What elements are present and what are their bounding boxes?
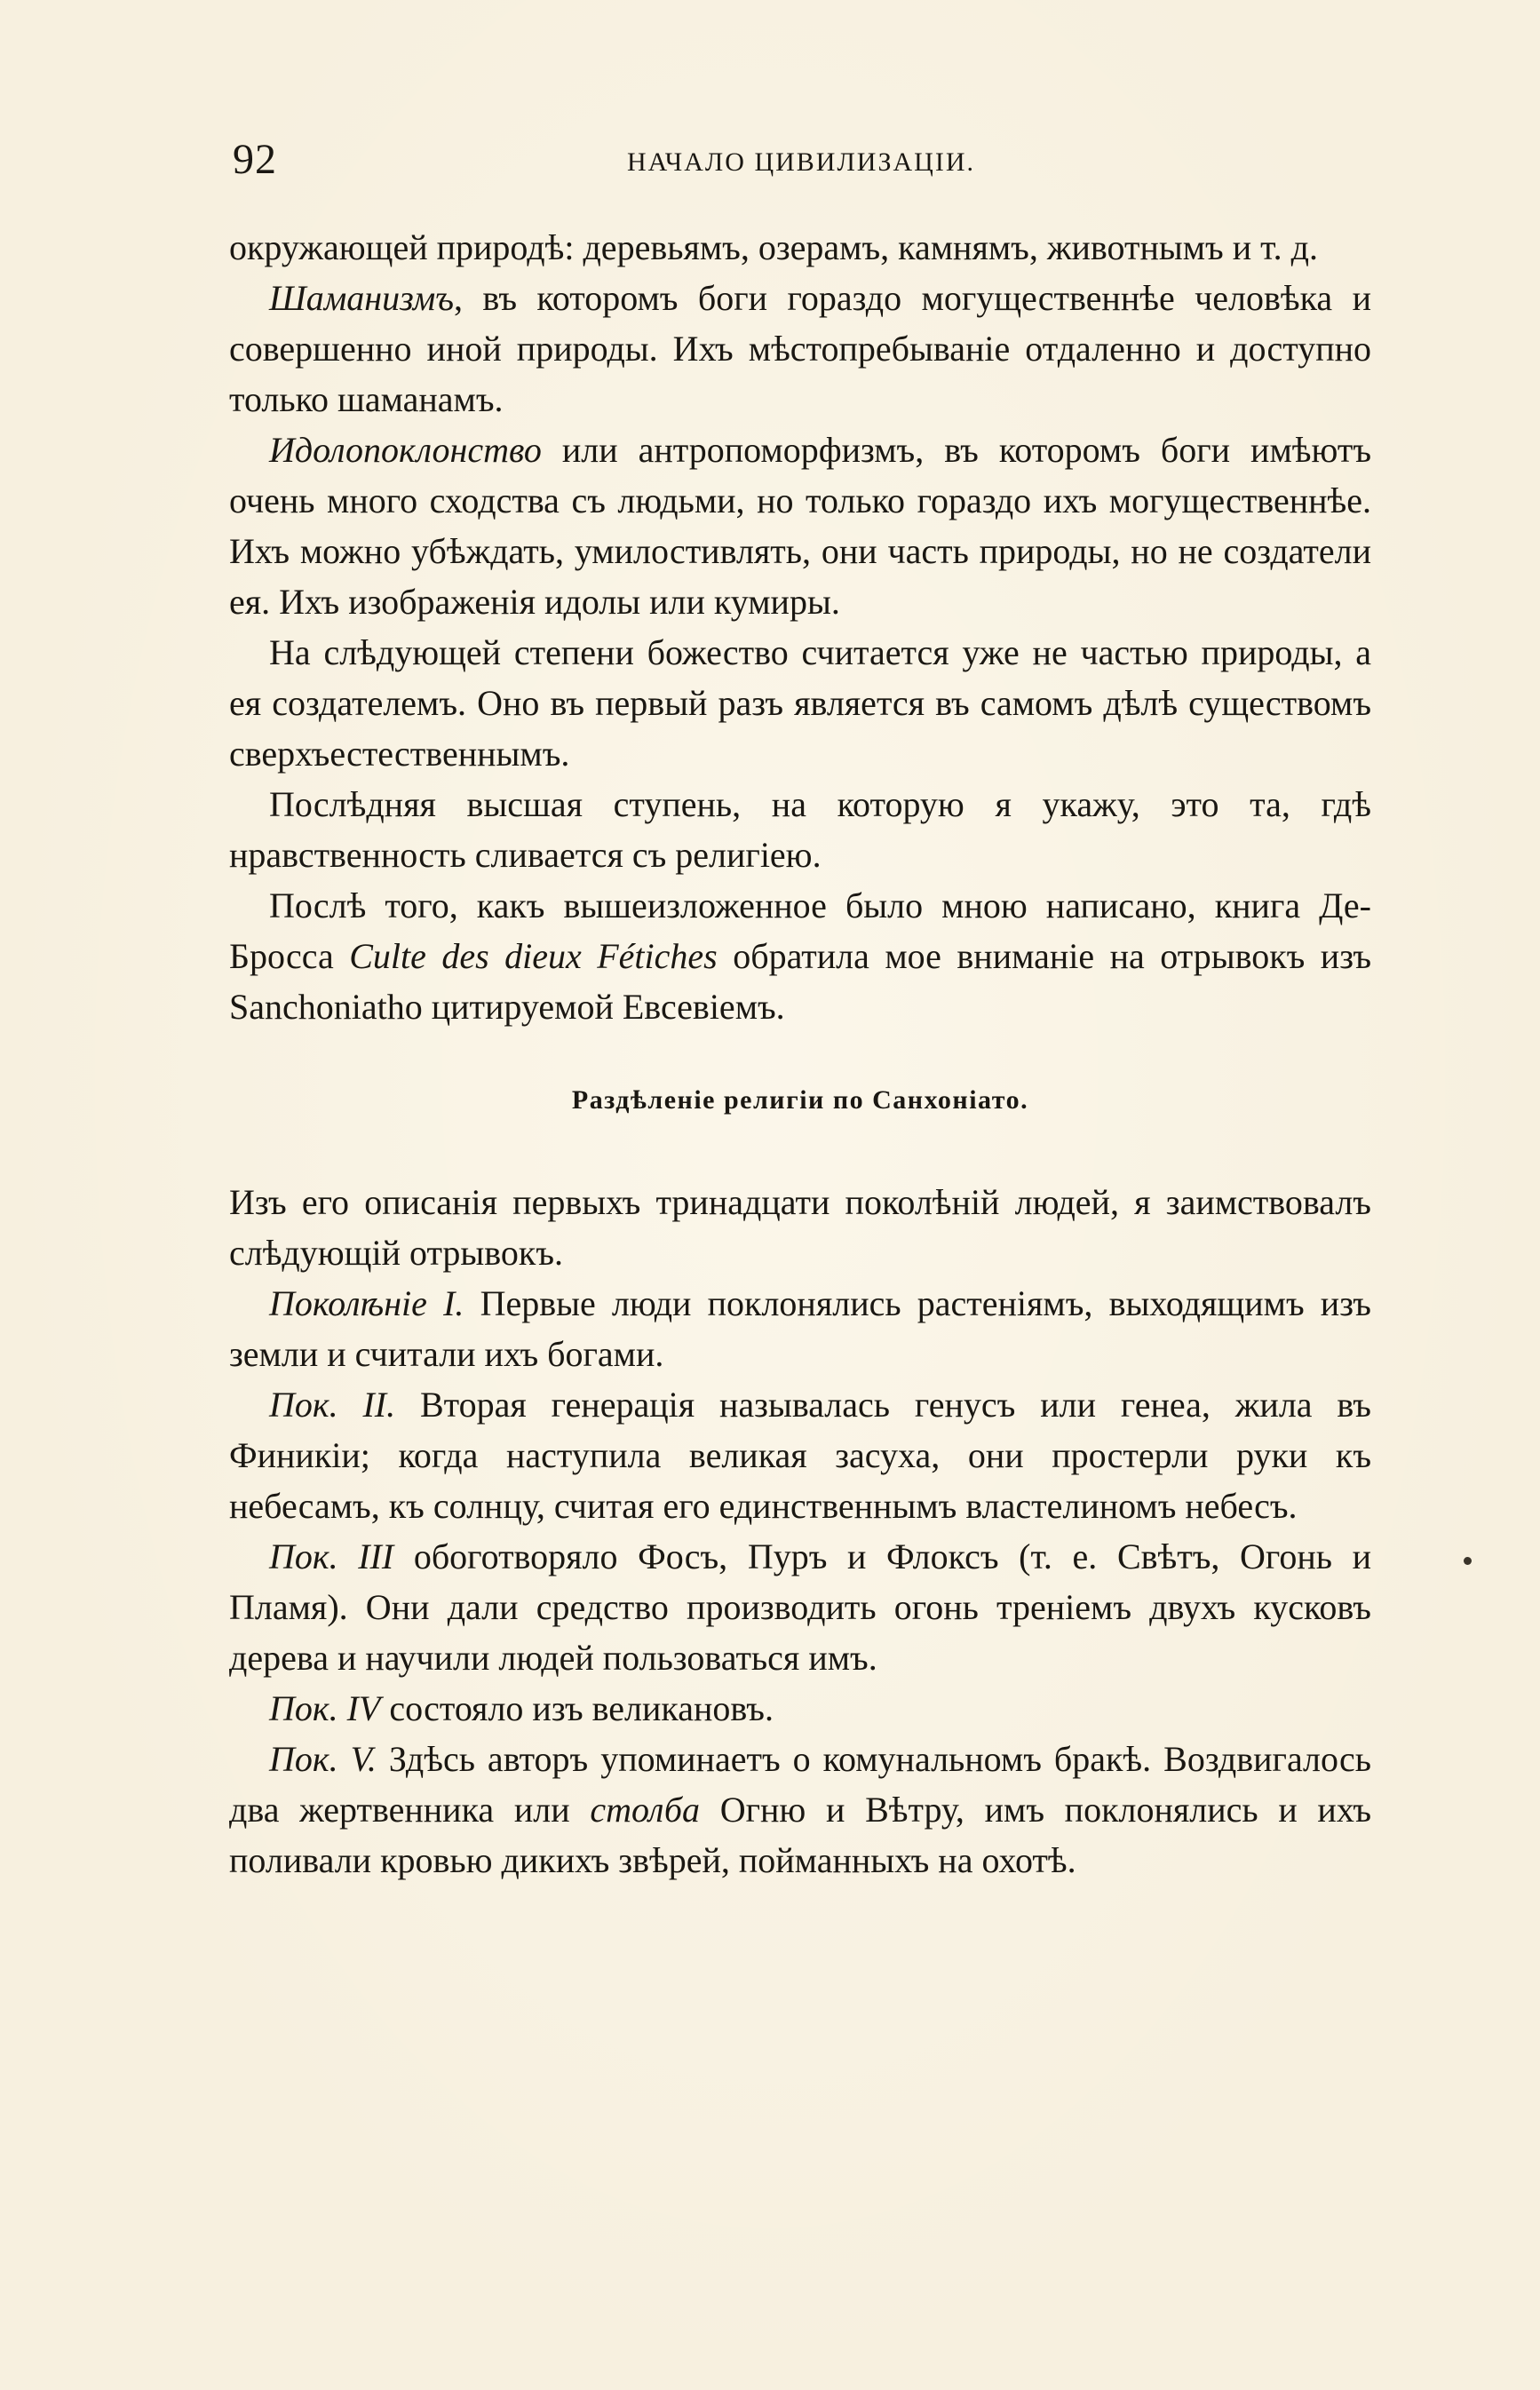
paragraph-text: Здѣсь авторъ упоминаетъ о комунальномъ бракѣ. Воздвигалось два жертвенника или — [229, 1739, 1372, 1830]
paragraph-text: Послѣдняя высшая ступень, на которую я укажу, это та, гдѣ нравственность сливается съ религіею. — [229, 784, 1371, 875]
italic-term: Пок. II. — [269, 1385, 396, 1425]
paragraph-text: , въ которомъ боги гораздо могущественнѣе человѣка и совершенно иной природы. Ихъ мѣстопребываніе отдаленно и доступно только шаманамъ. — [229, 278, 1371, 419]
paragraph — [229, 1531, 1371, 1683]
paragraph-text: На слѣдующей степени божество считается уже не частью природы, а ея создателемъ. Оно въ первый разъ является въ самомъ дѣлѣ существомъ сверхъестественнымъ. — [229, 632, 1371, 774]
paragraph-text: Огню и Вѣтру, имъ поклонялись и ихъ поливали кровью дикихъ звѣрей, пойманныхъ на охотѣ. — [229, 1790, 1372, 1880]
running-title: НАЧАЛО ЦИВИЛИЗАЦІИ. — [627, 147, 975, 177]
paragraph-text: Вторая генерація называлась генусъ или генеа, жила въ Финикіи; когда наступила великая засуха, они простерли руки къ небесамъ, къ солнцу, считая его единственнымъ властелиномъ небесъ. — [229, 1385, 1371, 1526]
paragraph-text: Послѣ того, какъ вышеизложенное было мною написано, книга Де-Бросса — [229, 885, 1371, 976]
paragraph — [229, 425, 1371, 627]
paragraph-text: Изъ его описанія первыхъ тринадцати поколѣній людей, я заимствовалъ слѣдующій отрывокъ. — [229, 1182, 1371, 1273]
paragraph-text: или антропоморфизмъ, въ которомъ боги имѣютъ очень много сходства съ людьми, но только гораздо ихъ могущественнѣе. Ихъ можно убѣждать, умилостивлять, они часть природы, но не создатели ея. Ихъ изображенія идолы или кумиры. — [229, 430, 1371, 622]
paragraph-text: обоготворяло Фосъ, Пуръ и Флоксъ (т. е. Свѣтъ, Огонь и Пламя). Они дали средство производить огонь треніемъ двухъ кусковъ дерева и научили людей пользоваться имъ. — [229, 1536, 1372, 1678]
paragraph — [229, 779, 1371, 880]
paragraph — [229, 880, 1371, 1032]
page-number: 92 — [233, 136, 277, 183]
paragraph-text: Первые люди поклонялись растеніямъ, выходящимъ изъ земли и считали ихъ богами. — [229, 1283, 1371, 1374]
page-header — [233, 133, 1369, 187]
italic-term: столба — [590, 1790, 701, 1830]
paragraph-text: обратила мое вниманіе на отрывокъ изъ Sanchoniatho цитируемой Евсевіемъ. — [229, 936, 1372, 1027]
paragraph-text: окружающей природѣ: деревьямъ, озерамъ, камнямъ, животнымъ и т. д. — [229, 227, 1318, 267]
paragraph — [229, 273, 1371, 425]
italic-term: Идолопоклонство — [269, 430, 542, 470]
section-heading: Раздѣленіе религіи по Санхоніато. — [571, 1085, 1029, 1115]
paragraph — [229, 222, 1371, 273]
italic-term: Поколѣніе I. — [269, 1283, 464, 1323]
italic-term: Пок. IV — [269, 1688, 381, 1728]
body-text — [229, 222, 1371, 1886]
paragraph — [229, 1177, 1371, 1278]
paragraph — [229, 1278, 1371, 1379]
italic-title: Culte des dieux Fétiches — [349, 936, 718, 976]
paragraph — [229, 1379, 1371, 1531]
italic-term: Шаманизмъ — [269, 278, 454, 318]
paragraph — [229, 627, 1371, 779]
italic-term: Пок. V. — [269, 1739, 377, 1779]
paragraph-text: состояло изъ великановъ. — [380, 1688, 774, 1728]
italic-term: Пок. III — [269, 1536, 394, 1576]
paragraph — [229, 1734, 1371, 1886]
paragraph — [229, 1683, 1371, 1734]
margin-mark — [1464, 1557, 1472, 1565]
